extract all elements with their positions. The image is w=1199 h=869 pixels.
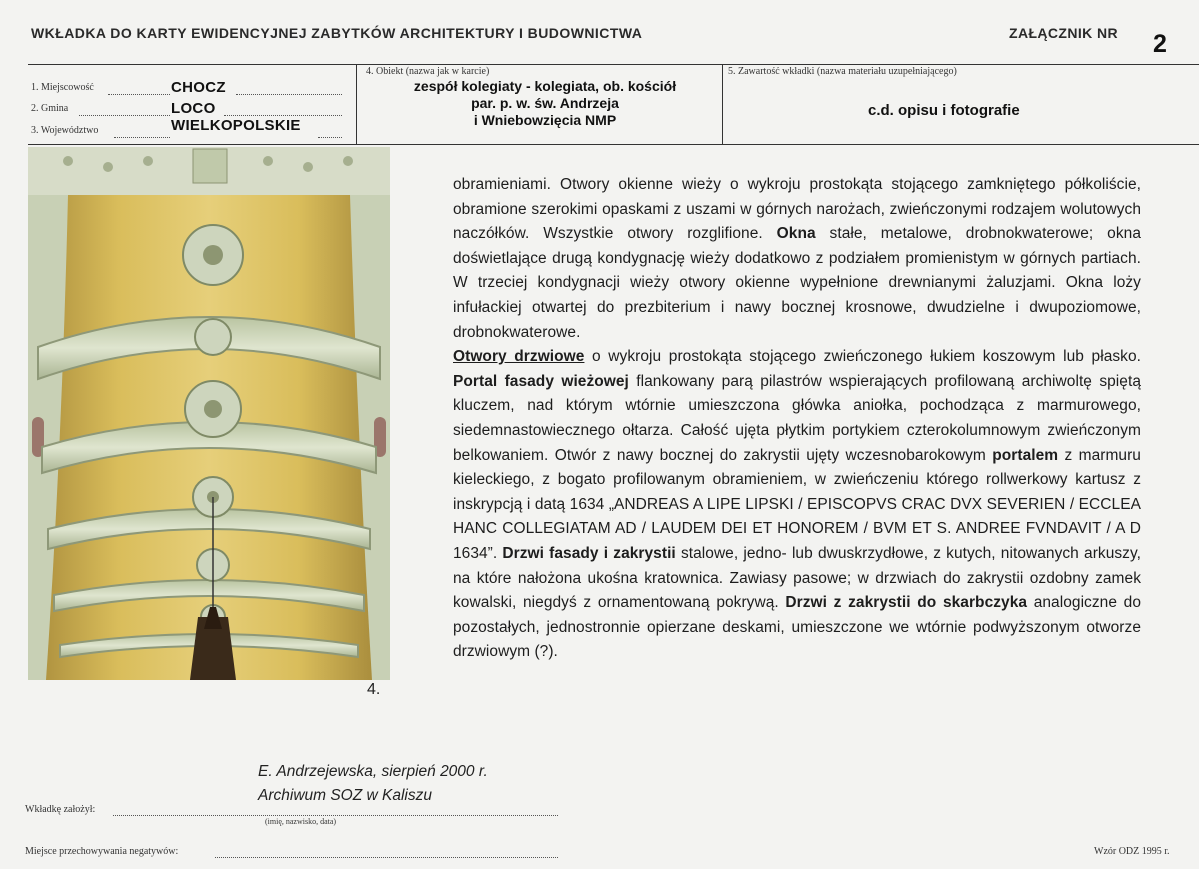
dots	[318, 137, 342, 138]
dots	[224, 115, 342, 116]
dots	[215, 857, 558, 858]
description-text	[453, 173, 1141, 665]
text-run: o wykroju prostokąta stojącego zwieńczonego łukiem koszowym lub płasko.	[584, 348, 1141, 366]
text-run: z marmuru kieleckiego, z bogato profilowanym obramieniem, w zwieńczeniu którego rollwerkowy kartusz z inskrypcją i datą 1634 „ANDREAS A LIPE LIPSKI / EPISCOPVS CRAC DVX SEVERIEN / ECCLEA HANC COLLEGIATAM AD / LAUDEM DEI ET HONOREM / BVM ET S. ANDREE FVNDAVIT / A D 1634”.	[453, 446, 1141, 562]
bold-run: Drzwi fasady i zakrystii	[502, 544, 676, 562]
photo-number: 4.	[367, 681, 381, 698]
object-line-3: i Wniebowzięcia NMP	[473, 112, 617, 128]
founded-label: Wkładkę założył:	[25, 804, 96, 815]
object-line-2: par. p. w. św. Andrzeja	[471, 95, 619, 111]
bold-run: Drzwi z zakrystii do skarbczyka	[785, 594, 1028, 612]
vault-photo-image	[28, 147, 390, 680]
text-run: stalowe, jedno- lub dwuskrzydłowe, z kutych, nitowanych arkuszy, na które nałożona ukośna kratownica. Zawiasy pasowe; w drzwiach do zakrystii ozdobny zamek kowalski, niegdyś z ornamentowaną pokrywą.	[453, 544, 1141, 612]
contents-value: c.d. opisu i fotografie	[868, 102, 1020, 119]
paragraph-doors	[453, 345, 1141, 665]
author-line-2: Archiwum SOZ w Kaliszu	[258, 787, 432, 804]
author-line-1: E. Andrzejewska, sierpień 2000 r.	[258, 763, 488, 780]
dots	[113, 815, 558, 816]
bold-run: Okna	[776, 225, 816, 243]
dots	[114, 137, 170, 138]
top-rule	[28, 64, 1199, 65]
commune-value: LOCO	[171, 100, 216, 117]
text-run: obramieniami. Otwory okienne wieży o wykroju prostokąta stojącego zamkniętego półkoliście, obramione szerokimi opaskami z uszami w górnych narożach, zwieńczonymi rodzajem wolutowych naczółków. Wszystkie otwory rozglifione.	[453, 176, 1141, 243]
text-run: analogiczne do pozostałych, jednostronnie opierzane deskami, umieszczone we wtórnie podwyższonym otworze drzwiowym (?).	[453, 594, 1141, 661]
divider-1	[356, 64, 357, 144]
dots	[79, 115, 170, 116]
bold-run: Portal fasady wieżowej	[453, 372, 629, 390]
voivodeship-value: WIELKOPOLSKIE	[171, 117, 301, 134]
founded-hint: (imię, nazwisko, data)	[265, 817, 337, 826]
locality-label: 1. Miejscowość	[31, 82, 94, 93]
negatives-label: Miejsce przechowywania negatywów:	[25, 846, 179, 857]
bold-run: portalem	[992, 446, 1059, 464]
commune-label: 2. Gmina	[31, 103, 69, 114]
form-title: WKŁADKA DO KARTY EWIDENCYJNEJ ZABYTKÓW ARCHITEKTURY I BUDOWNICTWA	[31, 25, 643, 41]
dots	[236, 94, 342, 95]
text-run: flankowany parą pilastrów wspierających profilowaną archiwoltę spiętą kluczem, nad którym wtórnie umieszczona główka aniołka, pochodząca z marmurowego, siedemnastowiecznego ołtarza. Całość ujęta płytkim portykiem czterokolumnowym zwieńczonym belkowaniem. Otwór z nawy bocznej do zakrystii ujęty wczesnobarokowym	[453, 372, 1141, 464]
object-label: 4. Obiekt (nazwa jak w karcie)	[366, 66, 490, 77]
voivodeship-label: 3. Województwo	[31, 125, 99, 136]
paragraph-windows	[453, 173, 1141, 345]
object-value	[360, 78, 730, 129]
dots	[108, 94, 170, 95]
contents-label: 5. Zawartość wkładki (nazwa materiału uzupełniającego)	[728, 66, 957, 77]
locality-value: CHOCZ	[171, 79, 226, 96]
annex-number: 2	[1153, 30, 1167, 58]
mid-rule	[28, 144, 1199, 145]
heading-run: Otwory drzwiowe	[453, 348, 585, 366]
annex-label: ZAŁĄCZNIK NR	[1009, 25, 1119, 41]
object-line-1: zespół kolegiaty - kolegiata, ob. kościół	[413, 78, 677, 94]
text-run: stałe, metalowe, drobnokwaterowe; okna doświetlające drugą kondygnację wieży dodatkowo z podziałem promienistym w górnych partiach. W trzeciej kondygnacji wieży otwory okienne wypełnione drewnianymi żaluzjami. Okna loży infułackiej otwartej do prezbiterium i nawy bocznej krosnowe, dwudzielne i dwupoziomowe, drobnokwaterowe.	[453, 225, 1141, 341]
author-block	[258, 760, 488, 808]
vault-photo	[28, 147, 390, 680]
form-model-label: Wzór ODZ 1995 r.	[1094, 846, 1170, 857]
